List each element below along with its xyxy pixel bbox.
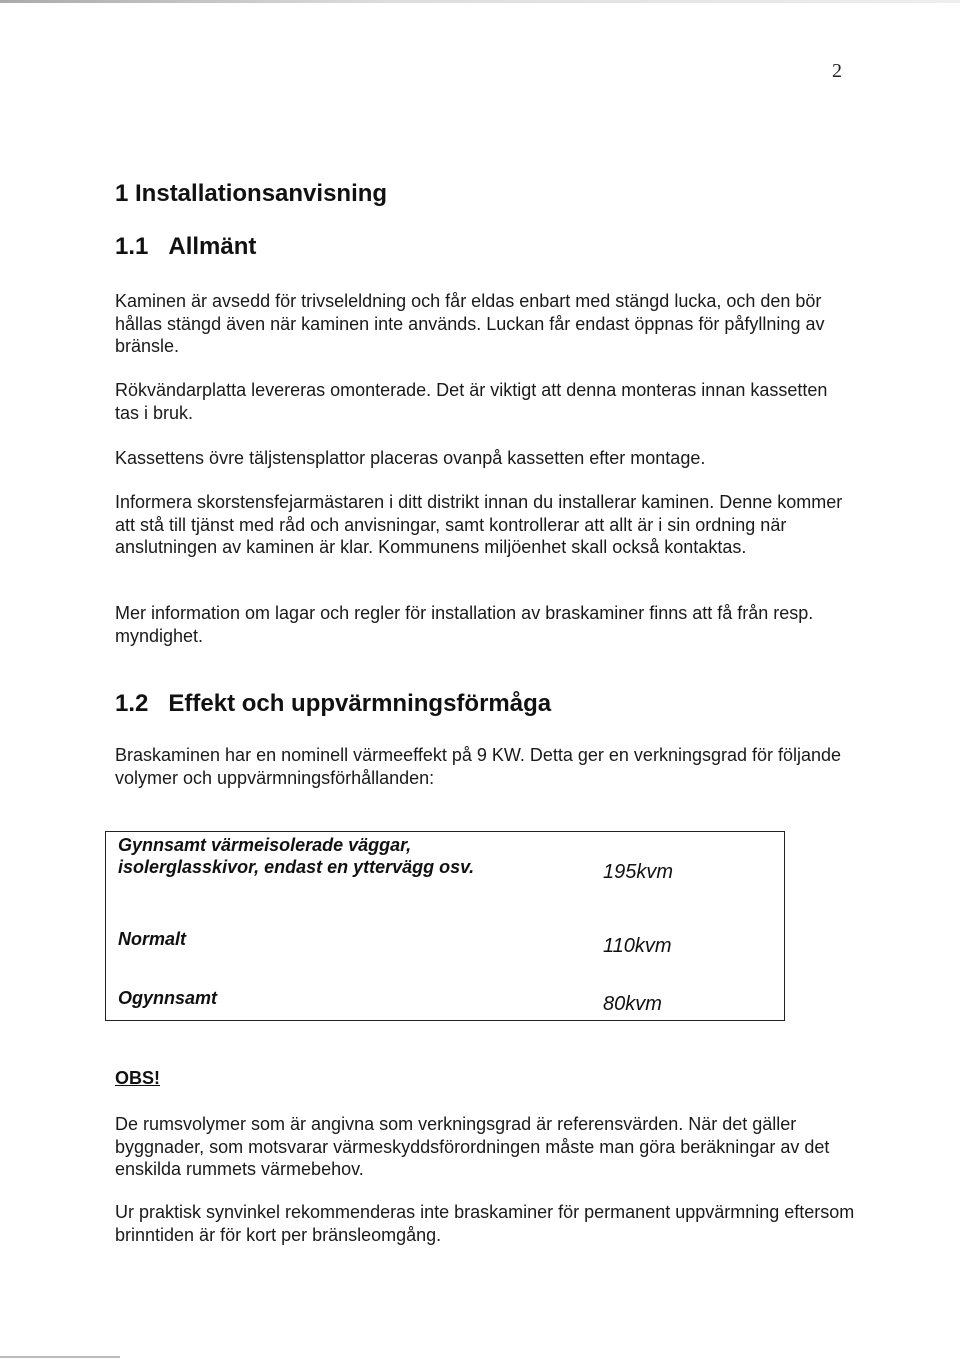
section-title: Allmänt [168,233,257,260]
page-number: 2 [832,60,842,82]
table-row-value-normalt: 110kvm [603,935,672,957]
table-row-label-ogynnsamt: Ogynnsamt [118,988,218,1008]
paragraph-skorstensfejare: Informera skorstensfejarmästaren i ditt distrikt innan du installerar kaminen. Denne kommer att stå till tjänst med råd och anvisningar, samt kontrollerar att allt är i sin ordning när anslutningen av kaminen är klar. Kommunens miljöenhet skall också kontaktas. [115,492,843,557]
paragraph-obs-praktisk: Ur praktisk synvinkel rekommenderas inte braskaminer för permanent uppvärmning eftersom brinntiden är för kort per bränsleomgång. [115,1202,855,1245]
section-heading-1-1 [115,233,256,261]
table-row-value-ogynnsamt: 80kvm [603,993,662,1015]
paragraph-effekt-intro: Braskaminen har en nominell värmeeffekt på 9 KW. Detta ger en verkningsgrad för följande volymer och uppvärmningsförhållanden: [115,745,842,788]
scan-edge-bottom [0,1356,120,1358]
heating-volume-table [105,831,785,1021]
paragraph-rokvandarplatta: Rökvändarplatta levereras omonterade. Det är viktigt att denna monteras innan kassetten tas i bruk. [115,380,828,423]
table-row-label-gynnsamt: Gynnsamt värmeisolerade väggar, isolerglasskivor, endast en yttervägg osv. [118,835,475,877]
paragraph-mer-information: Mer information om lagar och regler för installation av braskaminer finns att få från resp. myndighet. [115,603,814,646]
paragraph-taljstensplattor: Kassettens övre täljstensplattor placeras ovanpå kassetten efter montage. [115,448,706,468]
table-row-label-normalt: Normalt [118,929,187,949]
paragraph-obs-referens: De rumsvolymer som är angivna som verkningsgrad är referensvärden. När det gäller byggnader, som motsvarar värmeskyddsförordningen måste man göra beräkningar av det enskilda rummets värmebehov. [115,1114,830,1179]
section-heading-1-2 [115,690,551,718]
section-number: 1.1 [115,233,149,260]
paragraph-intro: Kaminen är avsedd för trivseleldning och får eldas enbart med stängd lucka, och den bör hållas stängd även när kaminen inte används. Luckan får endast öppnas för påfyllning av bränsle. [115,291,825,356]
scan-edge-top [0,0,960,3]
section-title: Effekt och uppvärmningsförmåga [168,690,552,717]
obs-heading: OBS! [115,1068,160,1088]
table-row-value-gynnsamt: 195kvm [603,861,674,883]
chapter-heading: 1 Installationsanvisning [115,180,388,207]
section-number: 1.2 [115,690,149,717]
